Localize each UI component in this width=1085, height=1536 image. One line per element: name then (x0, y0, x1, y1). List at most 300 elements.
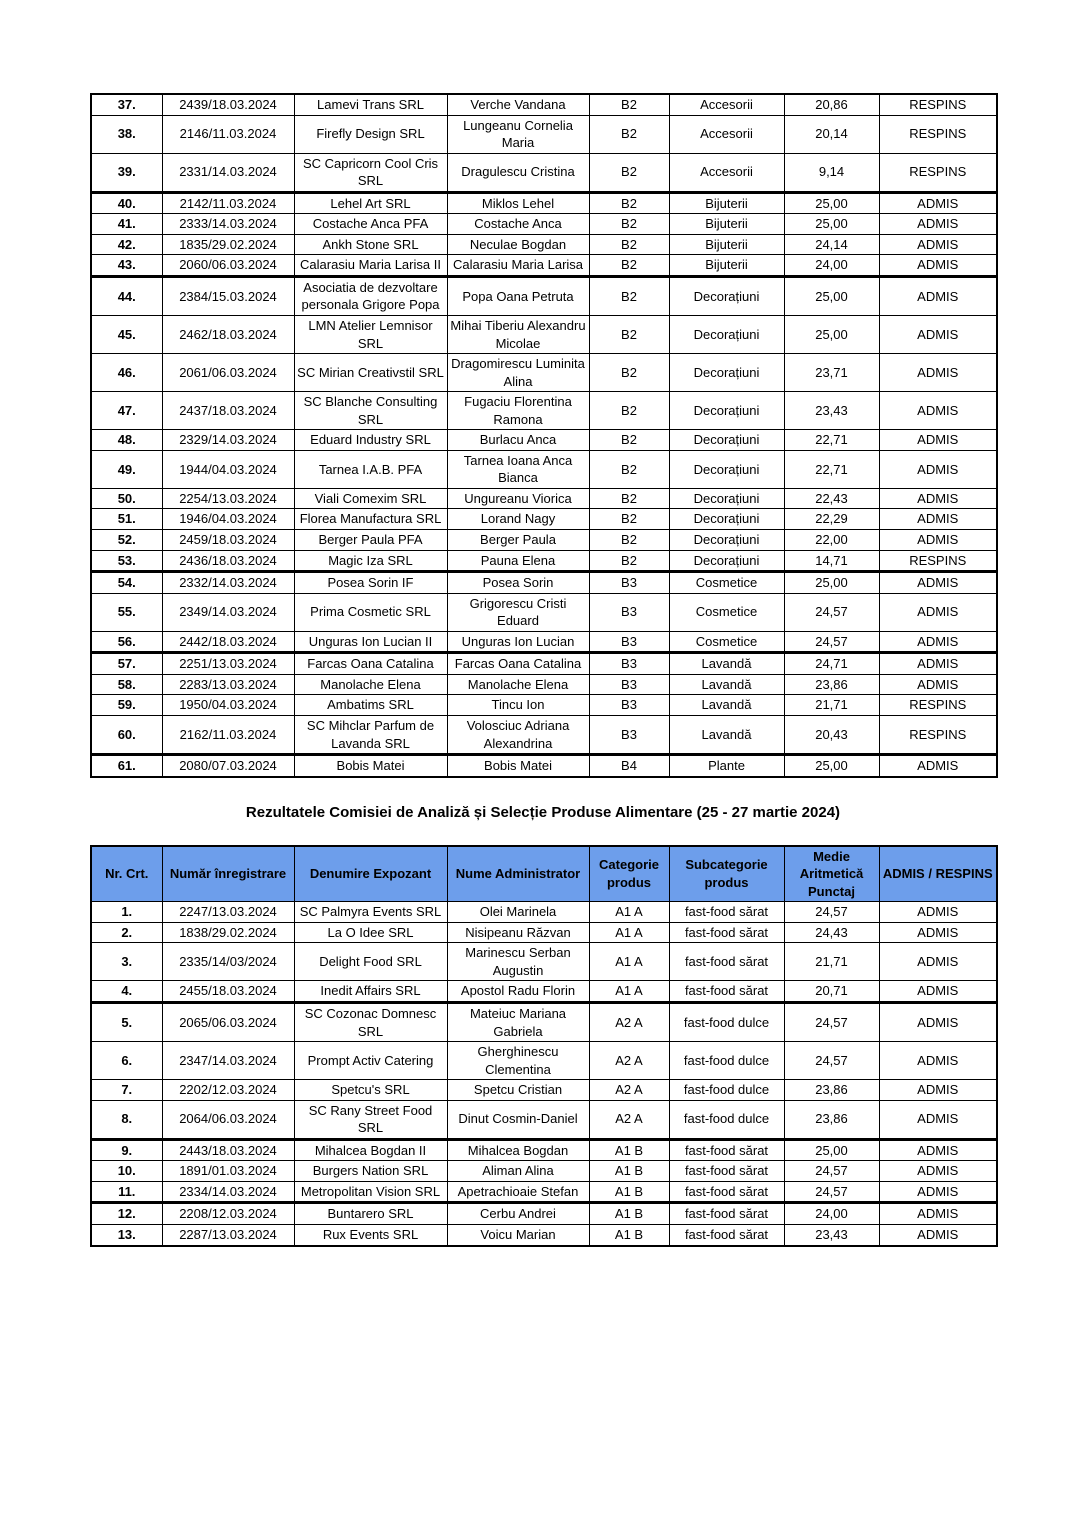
cell-product-subcategory: Accesorii (669, 115, 784, 153)
cell-administrator-name: Bobis Matei (447, 755, 589, 777)
cell-exhibitor-name: Spetcu's SRL (294, 1080, 447, 1101)
cell-average-score: 25,00 (784, 214, 879, 235)
cell-product-subcategory: Accesorii (669, 94, 784, 115)
cell-product-category: B2 (589, 192, 669, 214)
header-medie-aritmetica: Medie Aritmetică Punctaj (784, 846, 879, 902)
cell-exhibitor-name: Viali Comexim SRL (294, 488, 447, 509)
header-categorie-produs: Categorie produs (589, 846, 669, 902)
cell-admis-respins-status: ADMIS (879, 755, 997, 777)
cell-product-subcategory: Decorațiuni (669, 354, 784, 392)
cell-product-subcategory: Decorațiuni (669, 392, 784, 430)
cell-product-category: B2 (589, 94, 669, 115)
cell-registration-number: 2437/18.03.2024 (162, 392, 294, 430)
cell-administrator-name: Fugaciu Florentina Ramona (447, 392, 589, 430)
cell-exhibitor-name: Mihalcea Bogdan II (294, 1139, 447, 1161)
cell-exhibitor-name: SC Palmyra Events SRL (294, 902, 447, 923)
table-row (91, 922, 997, 943)
cell-administrator-name: Costache Anca (447, 214, 589, 235)
cell-exhibitor-name: Unguras Ion Lucian II (294, 631, 447, 653)
cell-admis-respins-status: ADMIS (879, 981, 997, 1003)
cell-exhibitor-name: SC Mihclar Parfum de Lavanda SRL (294, 715, 447, 754)
cell-row-number: 1. (91, 902, 162, 923)
cell-admis-respins-status: ADMIS (879, 922, 997, 943)
cell-product-subcategory: fast-food sărat (669, 943, 784, 981)
cell-admis-respins-status: RESPINS (879, 115, 997, 153)
table-row (91, 1100, 997, 1139)
table-row (91, 902, 997, 923)
cell-registration-number: 1944/04.03.2024 (162, 450, 294, 488)
cell-product-category: B2 (589, 276, 669, 315)
cell-product-subcategory: Bijuterii (669, 255, 784, 277)
cell-product-category: A1 A (589, 922, 669, 943)
cell-admis-respins-status: ADMIS (879, 593, 997, 631)
cell-row-number: 47. (91, 392, 162, 430)
cell-product-category: B2 (589, 509, 669, 530)
cell-product-category: B2 (589, 488, 669, 509)
cell-average-score: 20,43 (784, 715, 879, 754)
cell-average-score: 25,00 (784, 192, 879, 214)
table-row (91, 715, 997, 754)
cell-registration-number: 2443/18.03.2024 (162, 1139, 294, 1161)
table-row (91, 943, 997, 981)
table-row (91, 981, 997, 1003)
cell-product-subcategory: fast-food dulce (669, 1042, 784, 1080)
cell-admis-respins-status: ADMIS (879, 192, 997, 214)
cell-registration-number: 2329/14.03.2024 (162, 430, 294, 451)
cell-row-number: 40. (91, 192, 162, 214)
cell-product-subcategory: fast-food sărat (669, 1161, 784, 1182)
cell-average-score: 22,43 (784, 488, 879, 509)
cell-administrator-name: Olei Marinela (447, 902, 589, 923)
cell-admis-respins-status: ADMIS (879, 902, 997, 923)
cell-product-subcategory: fast-food sărat (669, 1224, 784, 1245)
cell-row-number: 49. (91, 450, 162, 488)
cell-exhibitor-name: Posea Sorin IF (294, 572, 447, 594)
cell-admis-respins-status: ADMIS (879, 316, 997, 354)
cell-row-number: 61. (91, 755, 162, 777)
cell-administrator-name: Aliman Alina (447, 1161, 589, 1182)
cell-registration-number: 2142/11.03.2024 (162, 192, 294, 214)
cell-row-number: 58. (91, 674, 162, 695)
cell-registration-number: 2331/14.03.2024 (162, 153, 294, 192)
cell-row-number: 8. (91, 1100, 162, 1139)
cell-administrator-name: Mihai Tiberiu Alexandru Micolae (447, 316, 589, 354)
header-denumire-expozant: Denumire Expozant (294, 846, 447, 902)
cell-registration-number: 2459/18.03.2024 (162, 530, 294, 551)
table-row (91, 653, 997, 675)
cell-row-number: 51. (91, 509, 162, 530)
cell-exhibitor-name: Delight Food SRL (294, 943, 447, 981)
cell-average-score: 23,86 (784, 674, 879, 695)
table-row (91, 234, 997, 255)
cell-administrator-name: Tarnea Ioana Anca Bianca (447, 450, 589, 488)
results-table-food (90, 845, 998, 1247)
cell-row-number: 37. (91, 94, 162, 115)
cell-exhibitor-name: SC Rany Street Food SRL (294, 1100, 447, 1139)
table-row (91, 276, 997, 315)
table-row (91, 1181, 997, 1203)
cell-product-subcategory: Decorațiuni (669, 509, 784, 530)
cell-product-category: A1 B (589, 1203, 669, 1225)
section-title: Rezultatele Comisiei de Analiză și Selecție Produse Alimentare (25 - 27 martie 2024) (245, 803, 841, 821)
table-row (91, 1161, 997, 1182)
cell-registration-number: 2436/18.03.2024 (162, 550, 294, 572)
cell-product-subcategory: Decorațiuni (669, 430, 784, 451)
cell-average-score: 24,57 (784, 1042, 879, 1080)
cell-product-subcategory: Cosmetice (669, 572, 784, 594)
cell-admis-respins-status: RESPINS (879, 550, 997, 572)
table-row (91, 572, 997, 594)
cell-administrator-name: Tincu Ion (447, 695, 589, 716)
table-row (91, 392, 997, 430)
table-header-row (91, 846, 997, 902)
cell-average-score: 24,00 (784, 1203, 879, 1225)
table-row (91, 450, 997, 488)
cell-product-subcategory: Lavandă (669, 695, 784, 716)
cell-average-score: 23,43 (784, 392, 879, 430)
cell-row-number: 39. (91, 153, 162, 192)
cell-product-category: B2 (589, 234, 669, 255)
cell-admis-respins-status: ADMIS (879, 276, 997, 315)
cell-administrator-name: Neculae Bogdan (447, 234, 589, 255)
cell-admis-respins-status: ADMIS (879, 674, 997, 695)
cell-administrator-name: Nisipeanu Răzvan (447, 922, 589, 943)
cell-administrator-name: Volosciuc Adriana Alexandrina (447, 715, 589, 754)
cell-row-number: 38. (91, 115, 162, 153)
cell-exhibitor-name: Lehel Art SRL (294, 192, 447, 214)
cell-exhibitor-name: Rux Events SRL (294, 1224, 447, 1245)
cell-exhibitor-name: Magic Iza SRL (294, 550, 447, 572)
cell-registration-number: 2247/13.03.2024 (162, 902, 294, 923)
table-row (91, 1042, 997, 1080)
cell-product-subcategory: fast-food dulce (669, 1100, 784, 1139)
cell-product-category: B2 (589, 530, 669, 551)
cell-administrator-name: Popa Oana Petruta (447, 276, 589, 315)
cell-admis-respins-status: ADMIS (879, 509, 997, 530)
cell-admis-respins-status: ADMIS (879, 234, 997, 255)
cell-admis-respins-status: ADMIS (879, 631, 997, 653)
cell-product-subcategory: Plante (669, 755, 784, 777)
cell-admis-respins-status: ADMIS (879, 1042, 997, 1080)
header-nume-administrator: Nume Administrator (447, 846, 589, 902)
cell-administrator-name: Calarasiu Maria Larisa (447, 255, 589, 277)
cell-registration-number: 2384/15.03.2024 (162, 276, 294, 315)
cell-product-subcategory: Accesorii (669, 153, 784, 192)
cell-administrator-name: Berger Paula (447, 530, 589, 551)
table-row (91, 593, 997, 631)
cell-admis-respins-status: ADMIS (879, 653, 997, 675)
cell-product-subcategory: Lavandă (669, 674, 784, 695)
header-nr-crt: Nr. Crt. (91, 846, 162, 902)
cell-average-score: 25,00 (784, 276, 879, 315)
cell-product-subcategory: fast-food sărat (669, 1181, 784, 1203)
cell-registration-number: 2349/14.03.2024 (162, 593, 294, 631)
cell-exhibitor-name: Metropolitan Vision SRL (294, 1181, 447, 1203)
cell-administrator-name: Manolache Elena (447, 674, 589, 695)
table-row (91, 94, 997, 115)
cell-row-number: 2. (91, 922, 162, 943)
cell-row-number: 60. (91, 715, 162, 754)
cell-product-subcategory: fast-food sărat (669, 902, 784, 923)
cell-product-category: A2 A (589, 1042, 669, 1080)
cell-exhibitor-name: SC Mirian Creativstil SRL (294, 354, 447, 392)
cell-product-subcategory: Cosmetice (669, 631, 784, 653)
cell-registration-number: 2335/14/03/2024 (162, 943, 294, 981)
cell-registration-number: 2332/14.03.2024 (162, 572, 294, 594)
cell-registration-number: 2202/12.03.2024 (162, 1080, 294, 1101)
cell-registration-number: 2283/13.03.2024 (162, 674, 294, 695)
cell-average-score: 25,00 (784, 572, 879, 594)
cell-product-category: B2 (589, 450, 669, 488)
cell-administrator-name: Spetcu Cristian (447, 1080, 589, 1101)
cell-registration-number: 2442/18.03.2024 (162, 631, 294, 653)
cell-product-category: B2 (589, 316, 669, 354)
cell-exhibitor-name: Calarasiu Maria Larisa II (294, 255, 447, 277)
cell-average-score: 24,57 (784, 1002, 879, 1041)
cell-admis-respins-status: RESPINS (879, 153, 997, 192)
cell-administrator-name: Farcas Oana Catalina (447, 653, 589, 675)
cell-row-number: 42. (91, 234, 162, 255)
cell-product-subcategory: Lavandă (669, 715, 784, 754)
cell-average-score: 23,43 (784, 1224, 879, 1245)
cell-product-category: A1 B (589, 1224, 669, 1245)
table-row (91, 674, 997, 695)
cell-product-subcategory: fast-food sărat (669, 981, 784, 1003)
cell-row-number: 9. (91, 1139, 162, 1161)
cell-admis-respins-status: ADMIS (879, 214, 997, 235)
cell-product-category: A1 A (589, 981, 669, 1003)
cell-average-score: 24,14 (784, 234, 879, 255)
cell-row-number: 5. (91, 1002, 162, 1041)
table-row (91, 755, 997, 777)
cell-average-score: 22,71 (784, 450, 879, 488)
cell-admis-respins-status: ADMIS (879, 572, 997, 594)
cell-exhibitor-name: Florea Manufactura SRL (294, 509, 447, 530)
cell-row-number: 46. (91, 354, 162, 392)
cell-row-number: 4. (91, 981, 162, 1003)
cell-product-category: A2 A (589, 1100, 669, 1139)
cell-admis-respins-status: ADMIS (879, 488, 997, 509)
cell-exhibitor-name: Burgers Nation SRL (294, 1161, 447, 1182)
cell-product-category: B2 (589, 153, 669, 192)
cell-administrator-name: Mateiuc Mariana Gabriela (447, 1002, 589, 1041)
cell-administrator-name: Lungeanu Cornelia Maria (447, 115, 589, 153)
table-row (91, 550, 997, 572)
cell-row-number: 11. (91, 1181, 162, 1203)
cell-product-subcategory: fast-food dulce (669, 1002, 784, 1041)
table-row (91, 430, 997, 451)
cell-exhibitor-name: Tarnea I.A.B. PFA (294, 450, 447, 488)
cell-admis-respins-status: RESPINS (879, 715, 997, 754)
cell-registration-number: 2061/06.03.2024 (162, 354, 294, 392)
cell-average-score: 24,57 (784, 593, 879, 631)
cell-admis-respins-status: RESPINS (879, 695, 997, 716)
cell-product-subcategory: Decorațiuni (669, 488, 784, 509)
cell-registration-number: 1950/04.03.2024 (162, 695, 294, 716)
table-row (91, 631, 997, 653)
cell-registration-number: 1946/04.03.2024 (162, 509, 294, 530)
cell-average-score: 25,00 (784, 316, 879, 354)
cell-product-category: B3 (589, 572, 669, 594)
cell-administrator-name: Posea Sorin (447, 572, 589, 594)
cell-exhibitor-name: Prima Cosmetic SRL (294, 593, 447, 631)
cell-average-score: 22,29 (784, 509, 879, 530)
table-row (91, 1203, 997, 1225)
cell-product-category: B3 (589, 715, 669, 754)
results-table-nonfood (90, 93, 998, 778)
table-row (91, 1002, 997, 1041)
cell-average-score: 24,57 (784, 1181, 879, 1203)
cell-product-category: B3 (589, 593, 669, 631)
cell-registration-number: 2455/18.03.2024 (162, 981, 294, 1003)
cell-row-number: 7. (91, 1080, 162, 1101)
cell-administrator-name: Dragomirescu Luminita Alina (447, 354, 589, 392)
cell-administrator-name: Apetrachioaie Stefan (447, 1181, 589, 1203)
table-row (91, 316, 997, 354)
table-row (91, 115, 997, 153)
table-row (91, 1224, 997, 1245)
cell-average-score: 14,71 (784, 550, 879, 572)
cell-product-category: A2 A (589, 1080, 669, 1101)
cell-product-subcategory: fast-food dulce (669, 1080, 784, 1101)
cell-administrator-name: Cerbu Andrei (447, 1203, 589, 1225)
cell-row-number: 12. (91, 1203, 162, 1225)
cell-product-category: B3 (589, 674, 669, 695)
cell-exhibitor-name: Costache Anca PFA (294, 214, 447, 235)
cell-average-score: 24,00 (784, 255, 879, 277)
cell-administrator-name: Grigorescu Cristi Eduard (447, 593, 589, 631)
cell-average-score: 20,14 (784, 115, 879, 153)
cell-registration-number: 2065/06.03.2024 (162, 1002, 294, 1041)
cell-row-number: 53. (91, 550, 162, 572)
cell-product-category: B3 (589, 695, 669, 716)
table-row (91, 1139, 997, 1161)
cell-admis-respins-status: ADMIS (879, 1139, 997, 1161)
cell-admis-respins-status: ADMIS (879, 450, 997, 488)
cell-exhibitor-name: Lamevi Trans SRL (294, 94, 447, 115)
cell-row-number: 52. (91, 530, 162, 551)
cell-registration-number: 1838/29.02.2024 (162, 922, 294, 943)
cell-product-subcategory: fast-food sărat (669, 922, 784, 943)
cell-product-category: A1 B (589, 1161, 669, 1182)
cell-average-score: 23,71 (784, 354, 879, 392)
header-subcategorie-produs: Subcategorie produs (669, 846, 784, 902)
cell-administrator-name: Miklos Lehel (447, 192, 589, 214)
table-row (91, 695, 997, 716)
cell-admis-respins-status: ADMIS (879, 1100, 997, 1139)
cell-product-subcategory: fast-food sărat (669, 1203, 784, 1225)
cell-product-category: B2 (589, 255, 669, 277)
cell-admis-respins-status: ADMIS (879, 1203, 997, 1225)
cell-exhibitor-name: Firefly Design SRL (294, 115, 447, 153)
cell-product-subcategory: Decorațiuni (669, 276, 784, 315)
cell-admis-respins-status: ADMIS (879, 1224, 997, 1245)
cell-average-score: 24,71 (784, 653, 879, 675)
cell-average-score: 22,00 (784, 530, 879, 551)
cell-registration-number: 2254/13.03.2024 (162, 488, 294, 509)
cell-registration-number: 2146/11.03.2024 (162, 115, 294, 153)
table-row (91, 530, 997, 551)
cell-product-category: B2 (589, 430, 669, 451)
cell-product-category: B2 (589, 354, 669, 392)
cell-product-subcategory: Cosmetice (669, 593, 784, 631)
cell-exhibitor-name: Asociatia de dezvoltare personala Grigore Popa (294, 276, 447, 315)
cell-registration-number: 2439/18.03.2024 (162, 94, 294, 115)
cell-registration-number: 2333/14.03.2024 (162, 214, 294, 235)
table-row (91, 354, 997, 392)
cell-registration-number: 1835/29.02.2024 (162, 234, 294, 255)
cell-administrator-name: Pauna Elena (447, 550, 589, 572)
cell-registration-number: 2208/12.03.2024 (162, 1203, 294, 1225)
cell-product-category: A1 B (589, 1139, 669, 1161)
cell-exhibitor-name: SC Capricorn Cool Cris SRL (294, 153, 447, 192)
cell-row-number: 48. (91, 430, 162, 451)
cell-product-subcategory: Decorațiuni (669, 450, 784, 488)
table-row (91, 214, 997, 235)
cell-row-number: 57. (91, 653, 162, 675)
cell-registration-number: 2334/14.03.2024 (162, 1181, 294, 1203)
cell-registration-number: 2251/13.03.2024 (162, 653, 294, 675)
cell-admis-respins-status: ADMIS (879, 1161, 997, 1182)
table-row (91, 509, 997, 530)
cell-exhibitor-name: Berger Paula PFA (294, 530, 447, 551)
cell-average-score: 24,57 (784, 631, 879, 653)
cell-admis-respins-status: ADMIS (879, 392, 997, 430)
cell-product-subcategory: fast-food sărat (669, 1139, 784, 1161)
cell-registration-number: 2060/06.03.2024 (162, 255, 294, 277)
cell-average-score: 24,57 (784, 1161, 879, 1182)
cell-row-number: 45. (91, 316, 162, 354)
cell-product-subcategory: Lavandă (669, 653, 784, 675)
cell-row-number: 54. (91, 572, 162, 594)
cell-exhibitor-name: Inedit Affairs SRL (294, 981, 447, 1003)
cell-product-subcategory: Bijuterii (669, 192, 784, 214)
cell-average-score: 22,71 (784, 430, 879, 451)
cell-average-score: 21,71 (784, 695, 879, 716)
cell-exhibitor-name: Bobis Matei (294, 755, 447, 777)
cell-exhibitor-name: Ambatims SRL (294, 695, 447, 716)
cell-exhibitor-name: Prompt Activ Catering (294, 1042, 447, 1080)
cell-registration-number: 1891/01.03.2024 (162, 1161, 294, 1182)
cell-row-number: 10. (91, 1161, 162, 1182)
cell-admis-respins-status: ADMIS (879, 943, 997, 981)
cell-exhibitor-name: Eduard Industry SRL (294, 430, 447, 451)
header-numar-inregistrare: Număr înregistrare (162, 846, 294, 902)
cell-exhibitor-name: Farcas Oana Catalina (294, 653, 447, 675)
cell-product-category: B2 (589, 392, 669, 430)
cell-exhibitor-name: SC Cozonac Domnesc SRL (294, 1002, 447, 1041)
cell-administrator-name: Voicu Marian (447, 1224, 589, 1245)
cell-row-number: 6. (91, 1042, 162, 1080)
cell-exhibitor-name: Buntarero SRL (294, 1203, 447, 1225)
cell-registration-number: 2462/18.03.2024 (162, 316, 294, 354)
cell-average-score: 24,57 (784, 902, 879, 923)
cell-admis-respins-status: ADMIS (879, 430, 997, 451)
cell-administrator-name: Apostol Radu Florin (447, 981, 589, 1003)
cell-product-category: B2 (589, 214, 669, 235)
table-row (91, 255, 997, 277)
table-row (91, 192, 997, 214)
cell-average-score: 24,43 (784, 922, 879, 943)
cell-product-subcategory: Decorațiuni (669, 550, 784, 572)
cell-administrator-name: Mihalcea Bogdan (447, 1139, 589, 1161)
cell-product-category: B2 (589, 115, 669, 153)
cell-administrator-name: Ungureanu Viorica (447, 488, 589, 509)
cell-exhibitor-name: SC Blanche Consulting SRL (294, 392, 447, 430)
cell-administrator-name: Burlacu Anca (447, 430, 589, 451)
cell-administrator-name: Marinescu Serban Augustin (447, 943, 589, 981)
cell-admis-respins-status: ADMIS (879, 1181, 997, 1203)
